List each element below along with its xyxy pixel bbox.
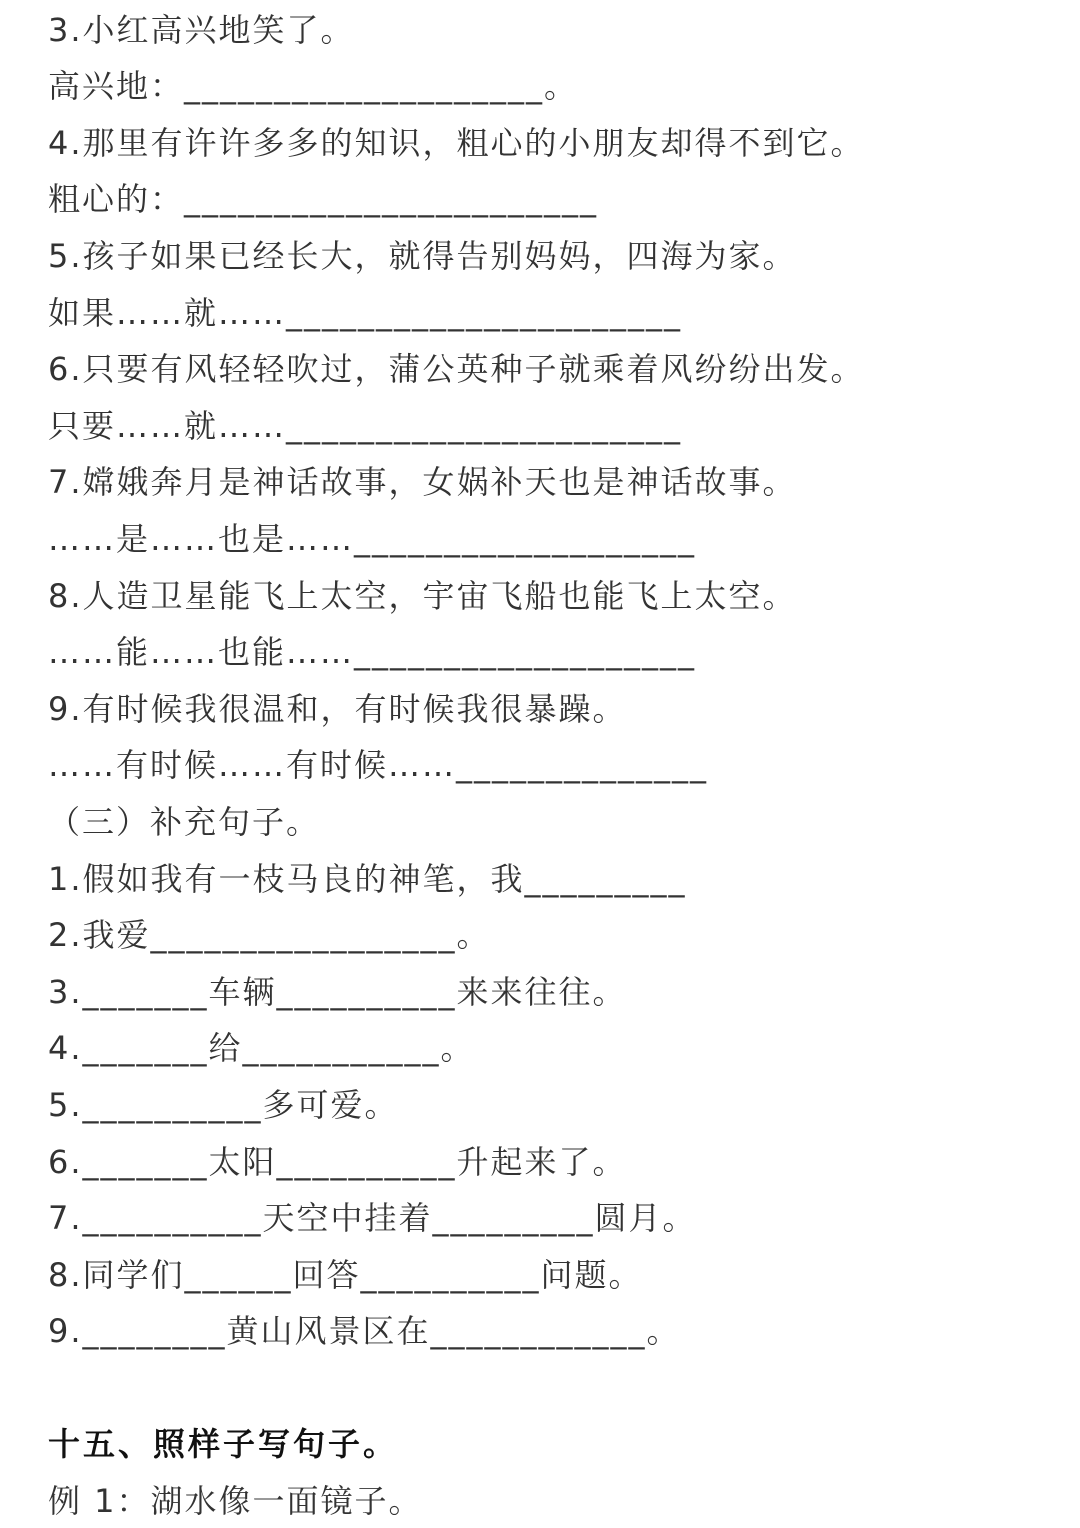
section-3-title: （三）补充句子。	[48, 803, 321, 841]
sentence-7-blank: ……是……也是……___________________	[48, 520, 697, 558]
sentence-9-blank: ……有时候……有时候……______________	[48, 746, 709, 784]
sentence-8-blank: ……能……也能……___________________	[48, 633, 697, 671]
sentence-4-blank: 粗心的：_______________________	[48, 180, 599, 218]
example-1: 例 1：湖水像一面镜子。	[48, 1482, 423, 1520]
sentence-3-blank: 高兴地：____________________。	[48, 67, 579, 105]
complete-sentence-3: 3._______车辆__________来来往往。	[48, 973, 627, 1011]
sentence-5-original: 5.孩子如果已经长大，就得告别妈妈，四海为家。	[48, 237, 797, 275]
sentence-3-original: 3.小红高兴地笑了。	[48, 11, 355, 49]
complete-sentence-7: 7.__________天空中挂着_________圆月。	[48, 1199, 697, 1237]
complete-sentence-8: 8.同学们______回答__________问题。	[48, 1256, 643, 1294]
sentence-6-original: 6.只要有风轻轻吹过，蒲公英种子就乘着风纷纷出发。	[48, 350, 865, 388]
complete-sentence-6: 6._______太阳__________升起来了。	[48, 1143, 627, 1181]
complete-sentence-4: 4._______给___________。	[48, 1029, 475, 1067]
sentence-5-blank: 如果……就……______________________	[48, 294, 683, 332]
sentence-6-blank: 只要……就……______________________	[48, 407, 683, 445]
complete-sentence-9: 9.________黄山风景区在____________。	[48, 1312, 681, 1350]
complete-sentence-2: 2.我爱_________________。	[48, 916, 491, 954]
sentence-8-original: 8.人造卫星能飞上太空，宇宙飞船也能飞上太空。	[48, 577, 797, 615]
sentence-9-original: 9.有时候我很温和，有时候我很暴躁。	[48, 690, 627, 728]
complete-sentence-5: 5.__________多可爱。	[48, 1086, 399, 1124]
sentence-4-original: 4.那里有许许多多的知识，粗心的小朋友却得不到它。	[48, 124, 865, 162]
sentence-7-original: 7.嫦娥奔月是神话故事，女娲补天也是神话故事。	[48, 463, 797, 501]
complete-sentence-1: 1.假如我有一枝马良的神笔，我_________	[48, 860, 687, 898]
section-15-heading: 十五、照样子写句子。	[48, 1425, 399, 1463]
